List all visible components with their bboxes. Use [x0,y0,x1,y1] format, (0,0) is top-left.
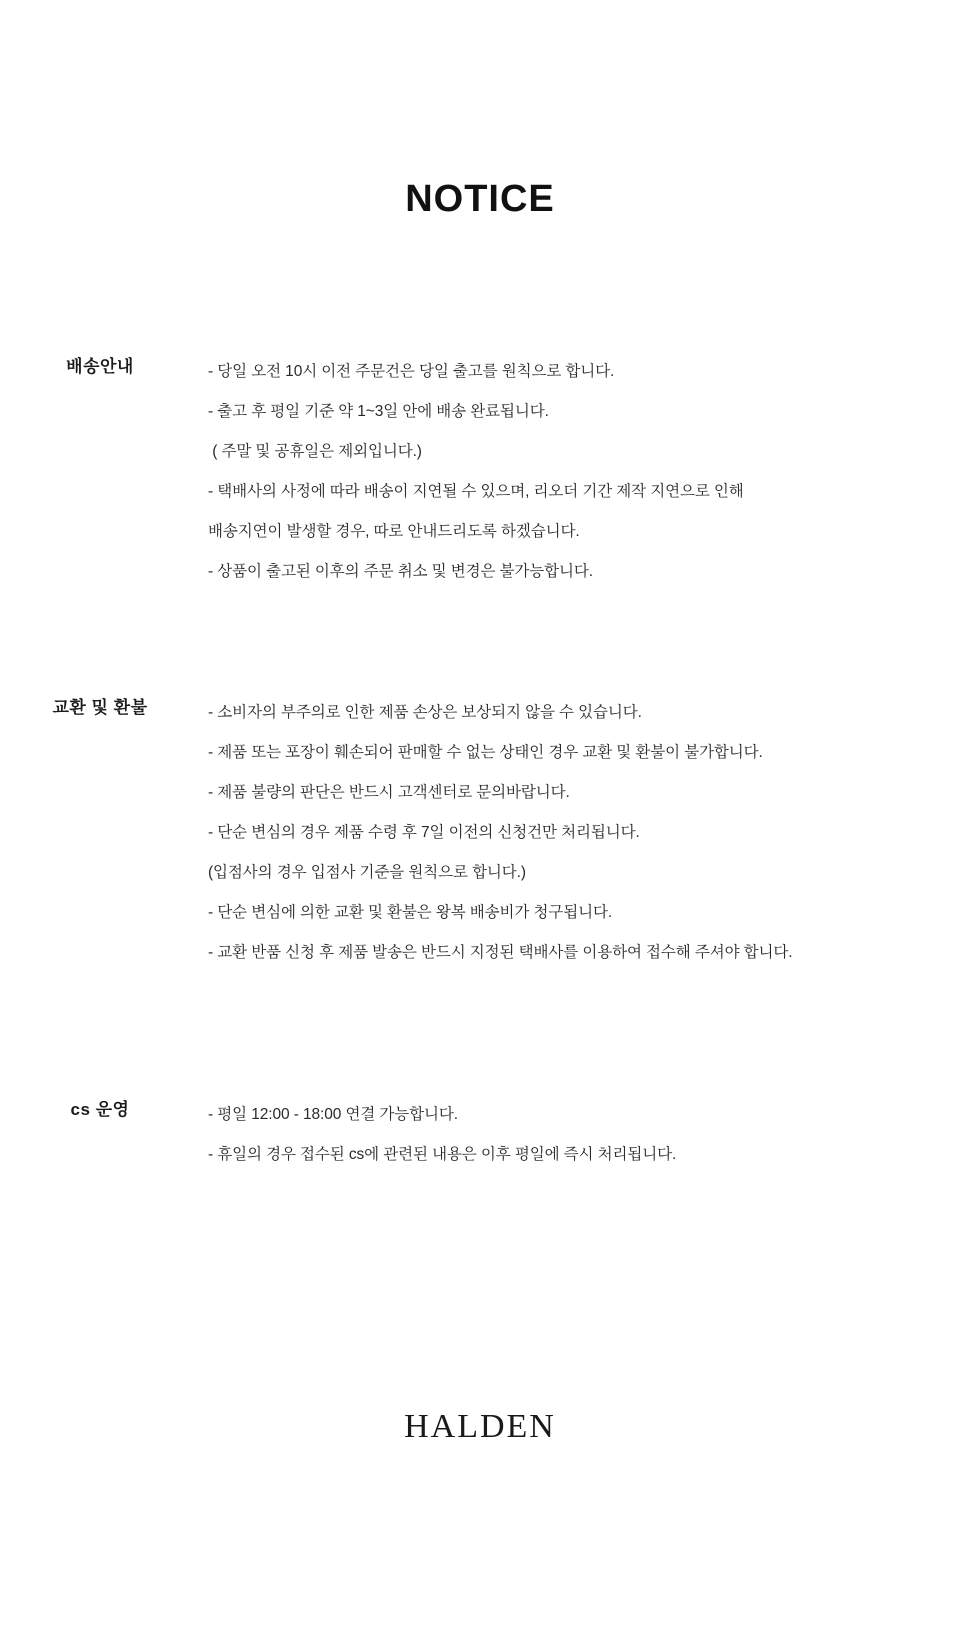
section-body-cs [208,1095,948,1175]
notice-line: - 상품이 출고된 이후의 주문 취소 및 변경은 불가능합니다. [208,563,594,580]
notice-line: 배송지연이 발생할 경우, 따로 안내드리도록 하겠습니다. [208,523,580,540]
notice-line: (입점사의 경우 입점사 기준을 원칙으로 합니다.) [208,864,526,881]
notice-line: - 택배사의 사정에 따라 배송이 지연될 수 있으며, 리오더 기간 제작 지연으로 인해 [208,483,744,500]
section-body-shipping [208,352,948,592]
page-title: NOTICE [405,178,555,220]
notice-line: - 출고 후 평일 기준 약 1~3일 안에 배송 완료됩니다. [208,403,549,420]
notice-line: - 단순 변심에 의한 교환 및 환불은 왕복 배송비가 청구됩니다. [208,904,613,921]
section-body-exchange-refund [208,693,948,973]
notice-line: - 평일 12:00 - 18:00 연결 가능합니다. [208,1106,459,1123]
section-label-exchange-refund: 교환 및 환불 [52,698,148,717]
section-label-shipping: 배송안내 [66,357,134,376]
notice-line: - 제품 불량의 판단은 반드시 고객센터로 문의바랍니다. [208,784,570,801]
notice-line: - 휴일의 경우 접수된 cs에 관련된 내용은 이후 평일에 즉시 처리됩니다. [208,1146,677,1163]
section-label-cs: cs 운영 [70,1100,130,1119]
notice-line: ( 주말 및 공휴일은 제외입니다.) [208,443,422,460]
notice-line: - 단순 변심의 경우 제품 수령 후 7일 이전의 신청건만 처리됩니다. [208,824,640,841]
notice-line: - 제품 또는 포장이 훼손되어 판매할 수 없는 상태인 경우 교환 및 환불이 불가합니다. [208,744,763,761]
notice-line: - 교환 반품 신청 후 제품 발송은 반드시 지정된 택배사를 이용하여 접수해 주셔야 합니다. [208,944,793,961]
notice-line: - 당일 오전 10시 이전 주문건은 당일 출고를 원칙으로 합니다. [208,363,615,380]
notice-line: - 소비자의 부주의로 인한 제품 손상은 보상되지 않을 수 있습니다. [208,704,642,721]
brand-logo: HALDEN [404,1408,556,1445]
